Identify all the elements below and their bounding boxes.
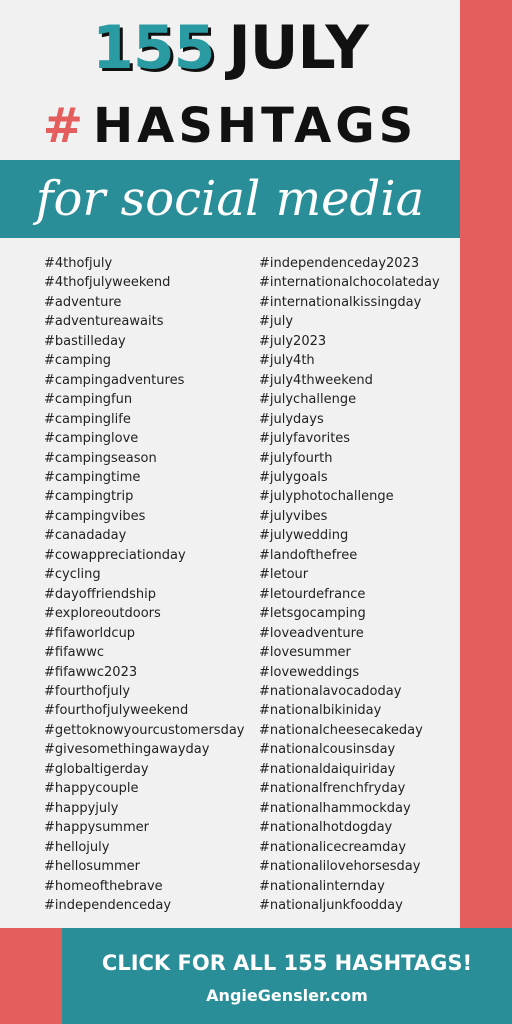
headline-number: 155 xyxy=(92,13,215,83)
hashtag-item: #givesomethingawayday xyxy=(44,742,210,758)
hashtag-item: #nationalinternday xyxy=(259,878,385,894)
hashtag-item: #julyphotochallenge xyxy=(259,489,394,505)
hashtag-item: #julyfavorites xyxy=(259,431,351,447)
headline xyxy=(0,12,460,84)
hashtag-item: #fourthofjulyweekend xyxy=(44,703,189,719)
hashtag-item: #nationalicecreamday xyxy=(259,839,407,855)
hashtag-item: #hellojuly xyxy=(44,839,110,855)
hashtag-item: #campingtrip xyxy=(44,489,134,505)
hashtag-item: #july xyxy=(259,314,294,330)
hashtag-item: #adventure xyxy=(44,294,122,310)
hashtag-item: #nationalcousinsday xyxy=(259,742,396,758)
headline-word: HASHTAGS xyxy=(93,98,418,154)
hashtag-item: #gettoknowyourcustomersday xyxy=(44,722,245,738)
hashtag-item: #cycling xyxy=(44,567,101,583)
hashtag-item: #july2023 xyxy=(259,333,327,349)
hashtag-item: #4thofjuly xyxy=(44,256,113,271)
hashtag-item: #campingseason xyxy=(44,450,157,466)
hashtag-item: #campinglove xyxy=(44,431,139,447)
hashtag-item: #letourdefrance xyxy=(259,586,366,602)
hashtag-item: #fourthofjuly xyxy=(44,683,131,699)
hashtag-item: #bastilleday xyxy=(44,333,126,349)
hashtag-item: #campingadventures xyxy=(44,372,185,388)
hashtag-item: #happycouple xyxy=(44,781,139,797)
hashtag-item: #campingvibes xyxy=(44,508,146,524)
hashtag-item: #happyjuly xyxy=(44,800,119,816)
hashtag-item: #canadaday xyxy=(44,528,127,544)
hashtag-item: #campinglife xyxy=(44,411,131,427)
headline-hashtags xyxy=(0,96,460,156)
hashtag-item: #independenceday xyxy=(44,897,172,913)
hashtag-list-right xyxy=(259,254,440,915)
hashtag-item: #nationalcheesecakeday xyxy=(259,722,423,738)
hashtag-list-left xyxy=(44,254,245,915)
hashtag-item: #fifawwc2023 xyxy=(44,664,138,680)
subtitle: for social media xyxy=(35,171,425,227)
hashtag-item: #loveweddings xyxy=(259,664,360,680)
hashtag-item: #campingtime xyxy=(44,469,141,485)
hashtag-item: #nationaljunkfoodday xyxy=(259,897,403,913)
hashtag-item: #nationalfrenchfryday xyxy=(259,781,406,797)
hashtag-item: #july4thweekend xyxy=(259,372,373,388)
hashtag-item: #lovesummer xyxy=(259,645,351,661)
hashtag-item: #letour xyxy=(259,567,309,583)
headline-month: JULY xyxy=(228,13,368,83)
hashtag-item: #julyfourth xyxy=(259,450,333,466)
hashtag-item: #nationalavocadoday xyxy=(259,683,402,699)
hashtag-item: #nationalhotdogday xyxy=(259,820,393,836)
hashtag-item: #dayoffriendship xyxy=(44,586,157,602)
hashtag-item: #july4th xyxy=(259,353,315,369)
hashtag-item: #landofthefree xyxy=(259,547,358,563)
hash-symbol: # xyxy=(42,98,87,154)
hashtag-item: #letsgocamping xyxy=(259,606,366,622)
hashtag-item: #hellosummer xyxy=(44,859,140,875)
hashtag-item: #fifaworldcup xyxy=(44,625,136,641)
hashtag-item: #julydays xyxy=(259,411,324,427)
hashtag-item: #nationalilovehorsesday xyxy=(259,859,421,875)
hashtag-item: #cowappreciationday xyxy=(44,547,186,563)
hashtag-item: #4thofjulyweekend xyxy=(44,275,171,291)
hashtag-item: #loveadventure xyxy=(259,625,364,641)
hashtag-item: #campingfun xyxy=(44,392,133,408)
hashtag-item: #exploreoutdoors xyxy=(44,606,161,622)
hashtag-item: #happysummer xyxy=(44,820,149,836)
hashtag-item: #nationalhammockday xyxy=(259,800,411,816)
hashtag-item: #fifawwc xyxy=(44,645,105,661)
hashtag-item: #nationaldaiquiriday xyxy=(259,761,396,777)
hashtag-item: #julyvibes xyxy=(259,508,328,524)
hashtag-item: #julygoals xyxy=(259,469,328,485)
hashtag-item: #adventureawaits xyxy=(44,314,164,330)
hashtag-item: #independenceday2023 xyxy=(259,256,420,271)
hashtag-item: #homeofthebrave xyxy=(44,878,163,894)
side-accent-strip xyxy=(460,0,512,928)
hashtag-item: #julychallenge xyxy=(259,392,357,408)
hashtag-item: #globaltigerday xyxy=(44,761,149,777)
hashtag-item: #nationalbikiniday xyxy=(259,703,382,719)
cta-button[interactable]: CLICK FOR ALL 155 HASHTAGS! xyxy=(101,951,473,975)
hashtag-item: #julywedding xyxy=(259,528,349,544)
hashtag-item: #internationalkissingday xyxy=(259,294,422,310)
hashtag-item: #internationalchocolateday xyxy=(259,275,440,291)
hashtag-item: #camping xyxy=(44,353,112,369)
website-link[interactable]: AngieGensler.com xyxy=(206,986,368,1005)
